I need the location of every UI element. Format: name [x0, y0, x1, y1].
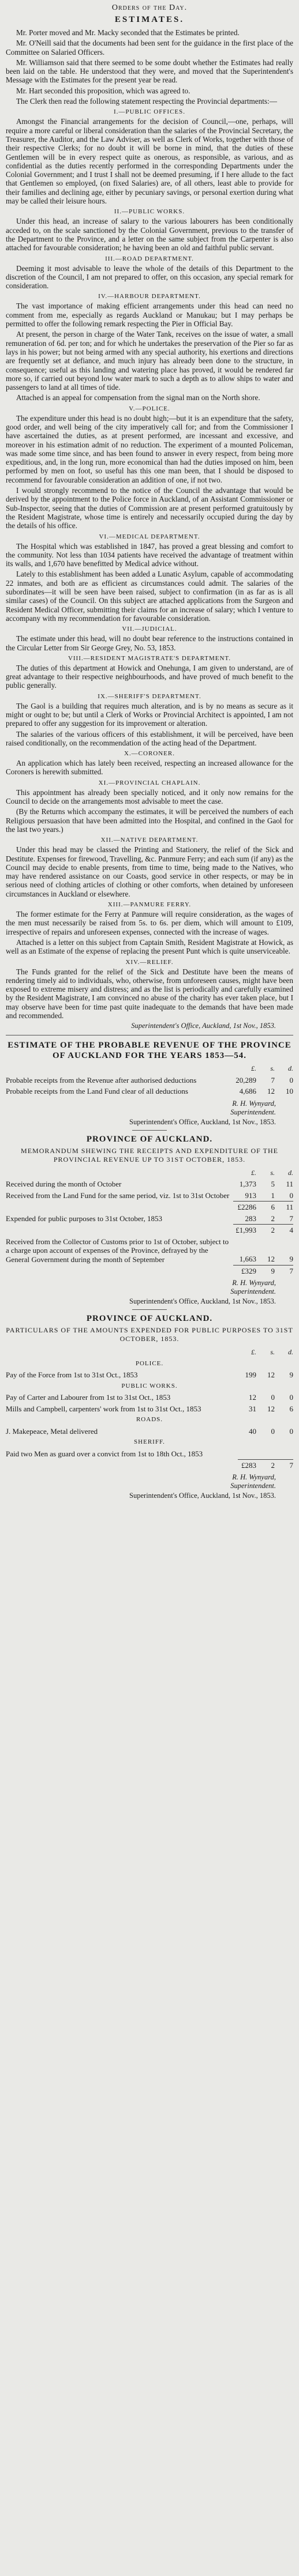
signature-date-2: Superintendent's Office, Auckland, 1st Nov., 1853. [129, 1117, 276, 1126]
section [6, 208, 293, 252]
receipts-memo-title: MEMORANDUM SHEWING THE RECEIPTS AND EXPENDITURE OF THE PROVINCIAL REVENUE UP TO 31ST OCTOBER, 1853. [21, 1146, 278, 1163]
section [6, 959, 293, 1020]
column-header: £. [251, 1064, 256, 1073]
group-heading-row [6, 1437, 293, 1448]
section-paragraph: At present, the person in charge of the Water Tank, receives on the issue of water, a small remuneration of 6d. per ton; and for which he undertakes the preservation of the Pier so far as lays in his power; but not being armed with any special authority, his exertions and directions are frequently set at defiance, and much injury has already been done to the structure, in consequence; useful as this landing and watering place has proved, it would be rendered far more so, if carried out beyond low water mark to such a depth as to allow ships to water and passengers to land at all times of tide. [6, 330, 293, 392]
section [6, 293, 293, 402]
row-description: J. Makepeace, Metal delivered [6, 1426, 98, 1436]
amount-shillings: 1 [271, 1191, 275, 1200]
column-header: d. [288, 1064, 293, 1073]
signer-block-1 [6, 1099, 293, 1117]
section-heading: XIV.—RELIEF. [125, 958, 174, 966]
section-heading: VI.—MEDICAL DEPARTMENT. [99, 533, 200, 540]
amount-pounds: 283 [245, 1214, 256, 1223]
signature-date-3: Superintendent's Office, Auckland, 1st Nov., 1853. [129, 1297, 276, 1306]
revenue-estimate-table [6, 1063, 293, 1097]
column-header: d. [288, 1348, 293, 1357]
section-heading: V.—POLICE. [129, 405, 170, 412]
table-row [6, 1213, 293, 1225]
amount-pounds: 199 [245, 1370, 256, 1380]
statement-sections [6, 108, 293, 1020]
amount-pence: 6 [289, 1404, 293, 1413]
province-heading-3: PROVINCE OF AUCKLAND. [86, 1314, 213, 1324]
section [6, 693, 293, 747]
amount-pounds: £283 [238, 1459, 256, 1471]
amount-pounds [238, 1448, 256, 1460]
section-paragraph: Amongst the Financial arrangements for the decision of Council,—one, perhaps, will require a more careful or liberal consideration than the salaries of the Provincial Secretary, the Treasurer, the Auditor, and the Law Adviser, as well as Clerk of Works, together with those of their respective Clerks; for no doubt it will be borne in mind, that the duties of these Gentlemen will be in every respect quite as onerous, as responsible, as various, and as confidential as the duties recently performed in the corresponding Departments under the Colonial Government; and I trust I shall not be deemed presuming, if I here allude to the fact that Gentlemen so employed, (on fixed Salaries) are, of all others, least able to provide for their families and declining age, either by pecuniary savings, or personal exertion during what may be called their leisure hours. [6, 117, 293, 206]
section [6, 626, 293, 652]
section [6, 750, 293, 777]
amount-pence: 0 [289, 1075, 293, 1084]
amount-pounds: £329 [233, 1265, 256, 1276]
intro-paragraph: Mr. Porter moved and Mr. Macky seconded that the Estimates be printed. [16, 28, 240, 37]
row-description: Pay of the Force from 1st to 31st Oct., 1853 [6, 1370, 138, 1380]
section-paragraph: Lately to this establishment has been added a Lunatic Asylum, capable of accommodating 22 inmates, and both are as efficient as circumstances could admit. The salaries of the subordinates—it will be seen have been raised, subject to confirmation (in as far as is all similar cases) of the Council. On this subject are attached applications from the Surgeon and Resident Medical Officer, submitting their claims for an increase of salary; which I venture to accompany with my recommendation for favourable consideration. [6, 570, 293, 623]
table-row [6, 1426, 293, 1437]
signature-date-4: Superintendent's Office, Auckland, 1st Nov., 1853. [129, 1492, 276, 1500]
section-heading: XI.—PROVINCIAL CHAPLAIN. [98, 779, 201, 786]
column-header: d. [288, 1168, 293, 1177]
signer-name: R. H. Wynyard, [232, 1279, 276, 1287]
column-header-blank [6, 1168, 233, 1179]
intro-paragraph: Mr. Hart seconded this proposition, which was agreed to. [16, 86, 190, 95]
section-paragraph: An application which has lately been received, respecting an increased allowance for the Coroners is herewith submitted. [6, 759, 293, 777]
amount-pence: 0 [289, 1393, 293, 1402]
amount-shillings: 2 [271, 1214, 275, 1223]
table-row [6, 1403, 293, 1415]
table-row [6, 1369, 293, 1381]
section-paragraph: The former estimate for the Ferry at Panmure will require consideration, as the wages of the men must necessarily be raised from 5s. to 6s. per diem, which will amount to £109, irrespective of repairs and unforeseen expenses, connected with the increase of wages. [6, 910, 293, 936]
amount-shillings: 12 [267, 1087, 275, 1096]
running-head: Orders of the Day. [111, 3, 188, 12]
column-header: £. [251, 1168, 256, 1177]
row-description: Paid two Men as guard over a convict from 1st to 18th Oct., 1853 [6, 1449, 203, 1458]
section [6, 255, 293, 291]
amount-pounds: 12 [249, 1393, 256, 1402]
expenditure-particulars-title: PARTICULARS OF THE AMOUNTS EXPENDED FOR PUBLIC PURPOSES TO 31ST OCTOBER, 1853. [6, 1326, 293, 1343]
row-description: Received from the Land Fund for the same period, viz. 1st to 31st October [6, 1191, 230, 1200]
signer-title: Superintendent. [230, 1108, 276, 1116]
table-row [6, 1236, 293, 1266]
divider [132, 1130, 167, 1131]
table-row [6, 1448, 293, 1460]
amount-pence: 7 [275, 1265, 293, 1276]
column-header: s. [270, 1348, 275, 1357]
section [6, 837, 293, 898]
section [6, 779, 293, 834]
row-description: Mills and Campbell, carpenters' work from 1st to 31st Oct., 1853 [6, 1404, 201, 1413]
column-header: s. [270, 1064, 275, 1073]
section-heading: II.—PUBLIC WORKS. [114, 208, 185, 216]
section-paragraph: I would strongly recommend to the notice of the Council the advantage that would be derived by the appointment to the Police force in Auckland, of an Assistant Commissioner or Sub-Inspector, seeing that the duties of Commission are at present performed gratuitously by the Resident Magistrate, whose time is entirely and necessarily occupied during the day by the details of his office. [6, 486, 293, 530]
signer-name: R. H. Wynyard, [232, 1099, 276, 1108]
receipts-memo-table [6, 1168, 293, 1277]
amount-pence: 9 [289, 1370, 293, 1380]
total-row [6, 1202, 293, 1213]
amount-pence: 10 [286, 1087, 293, 1096]
amount-pounds: 40 [249, 1426, 256, 1436]
column-header-row [6, 1168, 293, 1179]
group-heading: SHERIFF. [134, 1438, 165, 1446]
amount-shillings: 5 [271, 1180, 275, 1189]
section-heading: XII.—NATIVE DEPARTMENT. [100, 837, 199, 844]
signer-title: Superintendent. [230, 1287, 276, 1296]
amount-pounds: 1,663 [239, 1255, 256, 1264]
amount-pounds: 913 [245, 1191, 256, 1200]
amount-pence: 7 [275, 1459, 293, 1471]
row-description: Probable receipts from the Land Fund clear of all deductions [6, 1087, 188, 1096]
column-header-blank [6, 1063, 233, 1075]
section-paragraph: The Hospital which was established in 1847, has proved a great blessing and comfort to the community. Not less than 1034 patients have received the advantage of treatment within its walls, and 1,670 have benefitted by Medical advice without. [6, 541, 293, 568]
section [6, 405, 293, 530]
section [6, 108, 293, 205]
section [6, 533, 293, 623]
signer-block-3 [6, 1473, 293, 1490]
row-description: Received from the Collector of Customs prior to 1st of October, subject to a charge upon account of expenses of the Province, defrayed by the General Government during the month of September [6, 1237, 229, 1264]
group-heading-row [6, 1358, 293, 1370]
section-heading: X.—CORONER. [124, 750, 175, 758]
section-heading: III.—ROAD DEPARTMENT. [105, 255, 194, 262]
section-paragraph: This appointment has already been specially noticed, and it only now remains for the Council to decide on the arrangements most advisable to meet the case. [6, 788, 293, 806]
section [6, 655, 293, 690]
total-row [6, 1225, 293, 1236]
section-paragraph: Attached is an appeal for compensation from the signal man on the North shore. [16, 393, 260, 402]
section-heading: I.—PUBLIC OFFICES. [113, 108, 186, 116]
section-paragraph: The duties of this department at Howick and Onehunga, I am given to understand, are of great advantage to their respective neighbourhoods, and have proved of much benefit to the public generally. [6, 663, 293, 690]
section-paragraph: The salaries of the various officers of this establishment, it will be perceived, have been raised conditionally, on the recommendation of the acting head of the Department. [6, 729, 293, 747]
amount-pence [275, 1448, 293, 1460]
signature-date-1: Superintendent's Office, Auckland, 1st Nov., 1853. [131, 1022, 276, 1030]
total-row [6, 1265, 293, 1276]
signer-title: Superintendent. [230, 1482, 276, 1490]
section-paragraph: The Funds granted for the relief of the Sick and Destitute have been the means of rendering timely aid to individuals, who, otherwise, from unforeseen causes, might have been exposed to extreme misery and distress; and as the list is periodically and carefully examined by the Resident Magistrate, I am convinced no abuse of the charity has ever taken place, but I may observe have been for time past quite inadequate to the demands that have been made and recommended. [6, 967, 293, 1020]
amount-pence: 0 [289, 1191, 293, 1200]
amount-pounds: 20,289 [236, 1075, 256, 1084]
table-row [6, 1075, 293, 1086]
column-header-row [6, 1063, 293, 1075]
amount-shillings: 12 [267, 1255, 275, 1264]
amount-pence: 9 [289, 1255, 293, 1264]
intro-paragraph: Mr. O'Neill said that the documents had been sent for the guidance in the first place of the Committee on Salaried Officers. [6, 39, 293, 57]
column-header-row [6, 1347, 293, 1358]
section-paragraph: (By the Returns which accompany the estimates, it will be perceived the numbers of each Religious persuasion that have been admitted into the Hospital, and confined in the Gaol for the last two years.) [6, 807, 293, 834]
amount-pence: 11 [286, 1180, 293, 1189]
amount-shillings: 9 [256, 1265, 275, 1276]
section-heading: XIII.—PANMURE FERRY. [107, 901, 192, 909]
amount-pounds: 1,373 [239, 1180, 256, 1189]
amount-shillings: 7 [271, 1075, 275, 1084]
amount-shillings: 0 [271, 1393, 275, 1402]
intro-paragraph: Mr. Williamson said that there seemed to be some doubt whether the Estimates had really been laid on the table. He understood that they were, and moved that the Superintendent's Message with the Estimates for the present year be read. [6, 58, 293, 85]
row-description [6, 1459, 238, 1471]
group-heading-row [6, 1414, 293, 1426]
column-header-blank [6, 1347, 238, 1358]
table-row [6, 1086, 293, 1097]
amount-pounds: £1,993 [233, 1225, 256, 1236]
section-heading: VIII.—RESIDENT MAGISTRATE'S DEPARTMENT. [68, 654, 231, 662]
expenditure-particulars-table [6, 1347, 293, 1471]
intro-paragraph: The Clerk then read the following statement respecting the Provincial departments:— [16, 97, 277, 106]
group-heading: PUBLIC WORKS. [121, 1382, 178, 1389]
group-heading: ROADS. [136, 1416, 163, 1423]
intro-block [6, 28, 293, 106]
signer-block-2 [6, 1279, 293, 1296]
row-description: Pay of Carter and Labourer from 1st to 31st Oct., 1853 [6, 1393, 171, 1402]
section-paragraph: Deeming it most advisable to leave the whole of the details of this Department to the discretion of the Council, I am not prepared to offer, on this occasion, any special remark for consideration. [6, 263, 293, 291]
revenue-estimate-title: ESTIMATE OF THE PROBABLE REVENUE OF THE PROVINCE OF AUCKLAND FOR THE YEARS 1853—54. [8, 1041, 291, 1061]
amount-pence: 0 [289, 1426, 293, 1436]
section-paragraph: Under this head may be classed the Printing and Stationery, the relief of the Sick and Destitute. Expenses for firewood, Travelling, &c. Panmure Ferry; and each sum (if any) as the Council may decide to enable presents, from time to time, being made to the Natives, who may have rendered assistance on our Coasts, good service in other respects, or may be in serious need of clothing articles of clothing or other comforts, when detained by unforeseen circumstances in Auckland or elsewhere. [6, 845, 293, 898]
column-header: £. [251, 1348, 256, 1357]
section-paragraph: The expenditure under this head is no doubt high;—but it is an expenditure that the safety, good order, and well being of the city imperatively call for; and from the Commissioner I have ascertained the duties, as at present performed, are incessant and excessive, and moreover in his estimation admit of no reduction. The experiment of a mounted Policeman, was made some time since, and has been found to answer in every respect, from being more expeditious, and, in the long run, more economical than had the duties imposed on him, been performed by men on foot, so useful has this one man been, that I should be disposed to recommend for favourable consideration an addition of one, if not two. [6, 413, 293, 484]
amount-pence: 11 [275, 1202, 293, 1213]
section-heading: IV.—HARBOUR DEPARTMENT. [98, 293, 201, 300]
amount-pence: 4 [275, 1225, 293, 1236]
table-row [6, 1392, 293, 1403]
row-description [6, 1265, 233, 1276]
table-row [6, 1178, 293, 1190]
section-paragraph: Under this head, an increase of salary to the various labourers has been conditionally acceded to, on the scale sanctioned by the Colonial Government, previous to the transfer of the Department to the Province, and a letter on the same subject from the Carpenter is also attached for favourable consideration; he having been an old and faithful public servant. [6, 217, 293, 253]
amount-shillings [256, 1448, 275, 1460]
group-heading-row [6, 1381, 293, 1392]
signer-name: R. H. Wynyard, [232, 1473, 276, 1482]
amount-shillings: 2 [256, 1225, 275, 1236]
amount-pence: 7 [289, 1214, 293, 1223]
section-heading: VII.—JUDICIAL. [122, 626, 177, 633]
table-row [6, 1190, 293, 1202]
row-description: Received during the month of October [6, 1180, 122, 1189]
section-heading: IX.—SHERIFF'S DEPARTMENT. [98, 692, 201, 700]
amount-shillings: 0 [271, 1426, 275, 1436]
amount-shillings: 2 [256, 1459, 275, 1471]
amount-shillings: 12 [267, 1404, 275, 1413]
total-row [6, 1459, 293, 1471]
amount-pounds: 31 [249, 1404, 256, 1413]
row-description: Expended for public purposes to 31st October, 1853 [6, 1214, 162, 1223]
main-heading: ESTIMATES. [114, 15, 185, 24]
amount-pounds: £2286 [233, 1202, 256, 1213]
section-paragraph: The Gaol is a building that requires much alteration, and is by no means as secure as it might or ought to be; but until a Clerk of Works or Provincial Architect is appointed, I am not prepared to offer any suggestion for its improvement or alteration. [6, 701, 293, 728]
row-description [6, 1225, 233, 1236]
section [6, 901, 293, 955]
row-description [6, 1202, 233, 1213]
column-header: s. [270, 1168, 275, 1177]
section-paragraph: The estimate under this head, will no doubt bear reference to the instructions contained in the Circular Letter from Sir George Grey, No. 53, 1853. [6, 634, 293, 652]
province-heading-2: PROVINCE OF AUCKLAND. [86, 1134, 213, 1144]
row-description: Probable receipts from the Revenue after authorised deductions [6, 1075, 197, 1084]
amount-shillings: 6 [256, 1202, 275, 1213]
amount-shillings: 12 [267, 1370, 275, 1380]
group-heading: POLICE. [135, 1359, 164, 1367]
amount-pounds: 4,686 [239, 1087, 256, 1096]
section-paragraph: The vast importance of making efficient arrangements under this head can need no comment from me, especially as regards Auckland or Manukau; but I may perhaps be permitted to offer the following remark respecting the Pier in Official Bay. [6, 302, 293, 329]
divider [132, 1309, 167, 1310]
section-paragraph: Attached is a letter on this subject from Captain Smith, Resident Magistrate at Howick, as well as an Estimate of the expense of replacing the present Punt which is quite unserviceable. [6, 937, 293, 956]
